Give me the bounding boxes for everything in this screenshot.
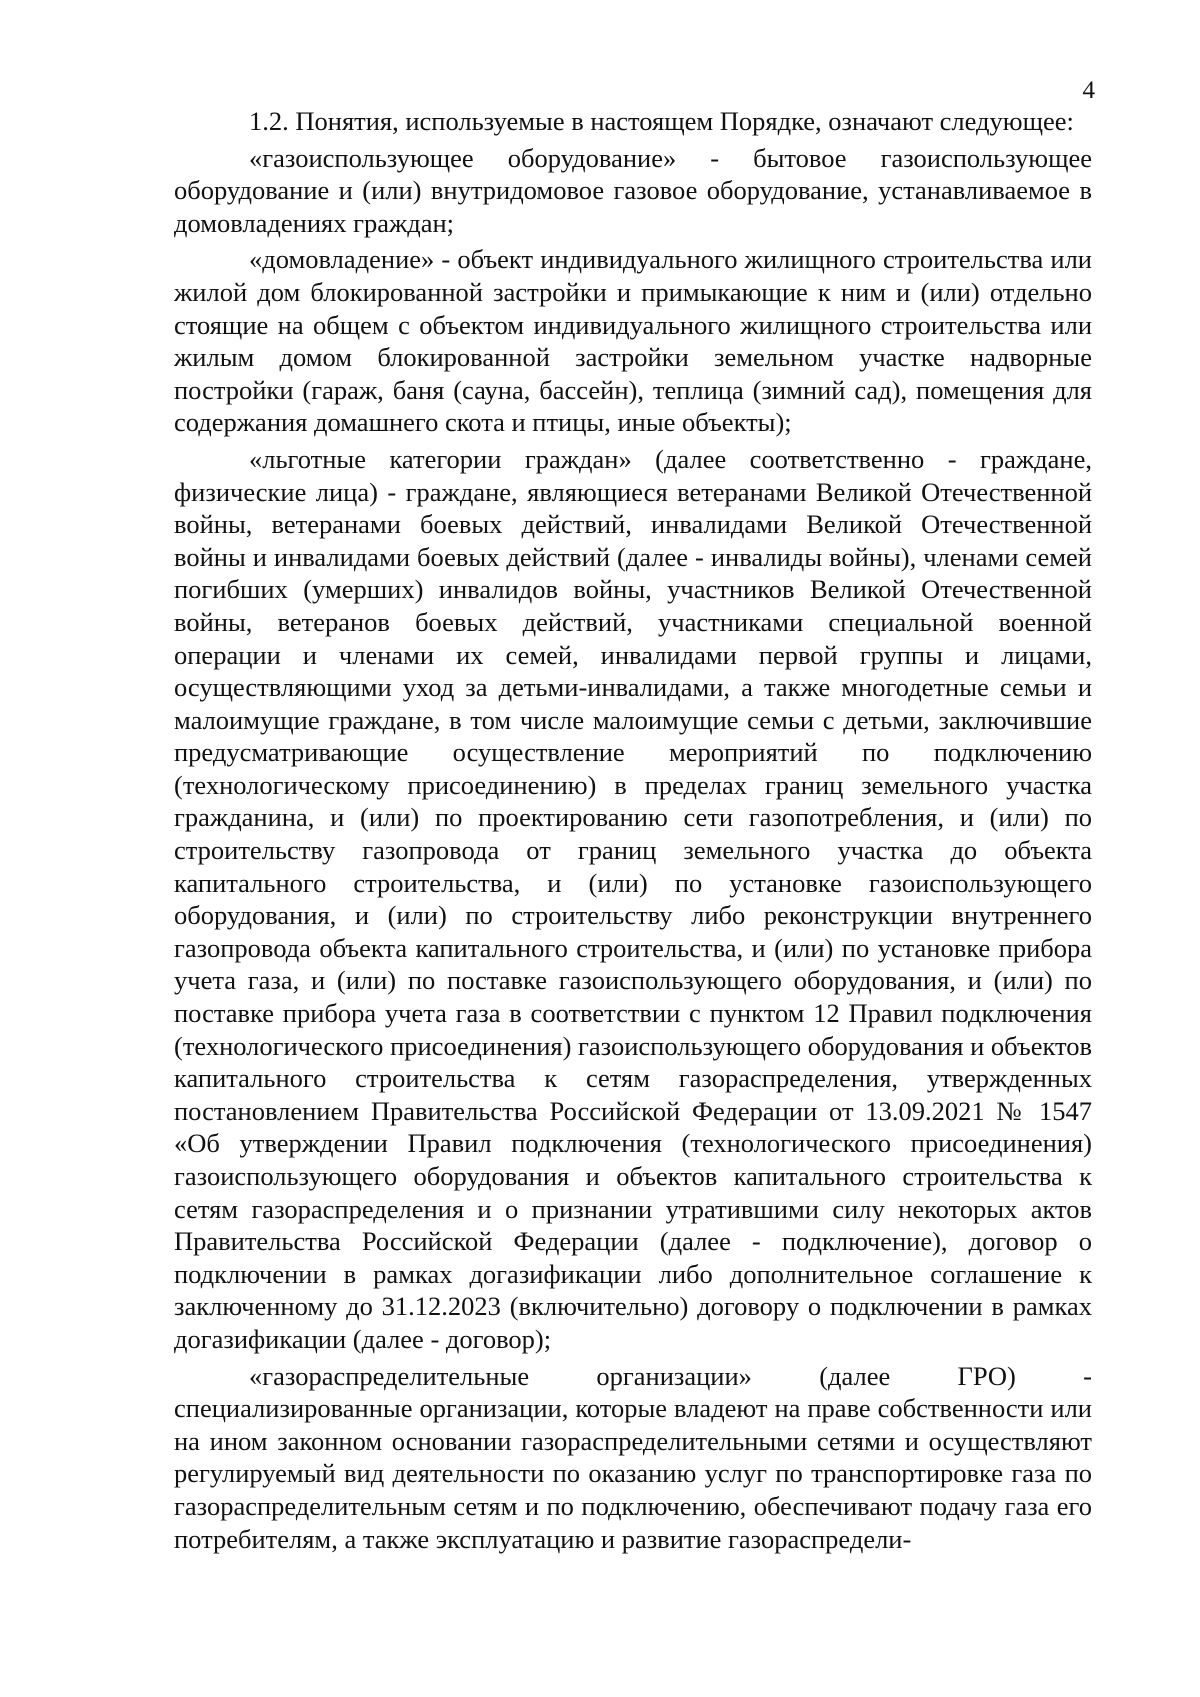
paragraph-definitions-intro: 1.2. Понятия, используемые в настоящем Порядке, означают следующее: bbox=[249, 106, 1074, 136]
paragraph-gas-distribution-organizations: «газораспределительные организации» (далее ГРО) - специализированные организации, которые владеют на праве собственности или на ином законном основании газораспределительными сетями и осуществляют регулируемый вид деятельности по оказанию услуг по транспортировке газа по газораспределительным сетям и по подключению, обеспечивают подачу газа его потребителям, а также эксплуатацию и развитие газораспредели- bbox=[174, 1360, 1092, 1554]
paragraph-gas-equipment: «газоиспользующее оборудование» - бытовое газоиспользующее оборудование и (или) внутридомовое газовое оборудование, устанавливаемое в домовладениях граждан; bbox=[174, 142, 1092, 238]
paragraph-household: «домовладение» - объект индивидуального жилищного строительства или жилой дом блокированной застройки и примыкающие к ним и (или) отдельно стоящие на общем с объектом индивидуального жилищного строительства или жилым домом блокированной застройки земельном участке надворные постройки (гараж, баня (сауна, бассейн), теплица (зимний сад), помещения для содержания домашнего скота и птицы, иные объекты); bbox=[174, 244, 1092, 438]
page-number: 4 bbox=[1082, 77, 1095, 104]
paragraph-preferential-categories: «льготные категории граждан» (далее соответственно - граждане, физические лица) - граждане, являющиеся ветеранами Великой Отечественной войны, ветеранами боевых действий, инвалидами Великой Отечественной войны и инвалидами боевых действий (далее - инвалиды войны), членами семей погибших (умерших) инвалидов войны, участников Великой Отечественной войны, ветеранов боевых действий, участниками специальной военной операции и членами их семей, инвалидами первой группы и лицами, осуществляющими уход за детьми-инвалидами, а также многодетные семьи и малоимущие граждане, в том числе малоимущие семьи с детьми, заключившие предусматривающие осуществление мероприятий по подключению (технологическому присоединению) в пределах границ земельного участка гражданина, и (или) по проектированию сети газопотребления, и (или) по строительству газопровода от границ земельного участка до объекта капитального строительства, и (или) по установке газоиспользующего оборудования, и (или) по строительству либо реконструкции внутреннего газопровода объекта капитального строительства, и (или) по установке прибора учета газа, и (или) по поставке газоиспользующего оборудования, и (или) по поставке прибора учета газа в соответствии с пунктом 12 Правил подключения (технологического присоединения) газоиспользующего оборудования и объектов капитального строительства к сетям газораспределения, утвержденных постановлением Правительства Российской Федерации от 13.09.2021 № 1547 «Об утверждении Правил подключения (технологического присоединения) газоиспользующего оборудования и объектов капитального строительства к сетям газораспределения и о признании утратившими силу некоторых актов Правительства Российской Федерации (далее - подключение), договор о подключении в рамках догазификации либо дополнительное соглашение к заключенному до 31.12.2023 (включительно) договору о подключении в рамках догазификации (далее - договор); bbox=[174, 443, 1092, 1354]
document-body bbox=[174, 105, 1092, 1559]
